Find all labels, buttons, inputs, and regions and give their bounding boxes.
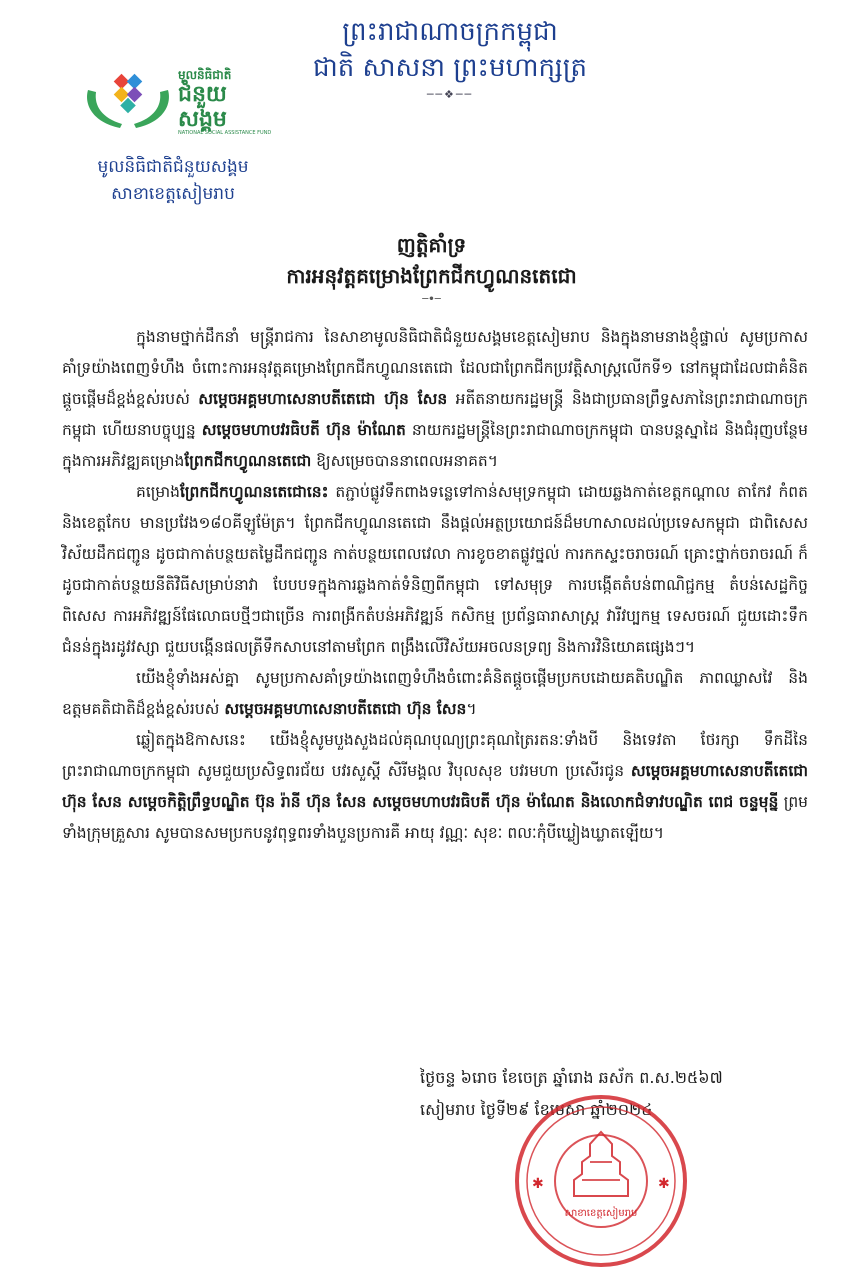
paragraph-4-text-a: ឆ្លៀតក្នុងឱកាសនេះ យើងខ្ញុំសូមបួងសួងដល់គុណបុណ្យព្រះគុណត្រៃរតនៈទាំងបី និងទេវតា ថែរក្សា ទឹកដីនៃព្រះរាជាណាចក្រកម្ពុជា សូមជួយប្រសិទ្ធពរជ័យ បវរសួស្តី សិរីមង្គល វិបុលសុខ បវរមហា ប្រសើរជូន	[62, 731, 808, 780]
official-seal-icon	[512, 1092, 690, 1270]
paragraph-1-text-c: អតីតនាយករដ្ឋមន្ត្រី និងជាប្រធានព្រឹទ្ធសភានៃព្រះរាជាណាចក្រកម្ពុជា ហើយនាបច្ចុប្បន្ន	[62, 390, 808, 439]
document-title: ញត្តិគាំទ្រ	[396, 233, 467, 257]
document-heading	[200, 230, 663, 305]
hands-emblem-icon	[82, 70, 174, 132]
paragraph-1	[62, 322, 808, 477]
paragraph-2-bold-project: ព្រែកជីកហ្វូណនតេជោនេះ	[179, 483, 329, 501]
paragraph-2-text-c: តភ្ជាប់ផ្លូវទឹកពាងទន្លេទៅកាន់សមុទ្រកម្ពុជា ដោយឆ្លងកាត់ខេត្តកណ្តាល តាកែវ កំពត និងខេត្តកែប មានប្រវែង១៨០គីឡូម៉ែត្រ។ ព្រែកជីកហ្វូណនតេជោ នឹងផ្តល់អត្ថប្រយោជន៍ដ៏មហាសាលដល់ប្រទេសកម្ពុជា ជាពិសេសវិស័យដឹកជញ្ជូន ដូចជាកាត់បន្ថយតម្លៃដឹកជញ្ជូន កាត់បន្ថយពេលវេលា ការខូចខាតផ្លូវថ្នល់ ការកកស្ទះចរាចរណ៍ គ្រោះថ្នាក់ចរាចរណ៍ ក៏ដូចជាកាត់បន្ថយនីតិវិធីសម្រាប់នាវា បែបបទក្នុងការឆ្លងកាត់ទំនិញពីកម្ពុជា ទៅសមុទ្រ ការបង្កើតតំបន់ពាណិជ្ជកម្ម តំបន់សេដ្ឋកិច្ចពិសេស ការអភិវឌ្ឍន៍ផែលោធបថ្មីៗជាច្រើន ការពង្រីកតំបន់អភិវឌ្ឍន៍ កសិកម្ម ប្រព័ន្ធធារាសាស្ត្រ វារីវប្បកម្ម ទេសចរណ៍ ជួយដោះទឹកជំនន់ក្នុងរដូវវស្សា ជួយបង្កើនផលត្រីទឹកសាបនៅតាមព្រែក ពង្រឹងលើវិស័យអចលនទ្រព្យ និងការវិនិយោគផ្សេងៗ។	[62, 483, 808, 656]
paragraph-2	[62, 477, 808, 663]
paragraph-1-bold-project: ព្រែកជីកហ្វូណនតេជោ	[184, 452, 312, 470]
nsaf-logo	[82, 68, 272, 138]
svg-text:✱: ✱	[658, 1176, 670, 1192]
national-motto	[270, 14, 630, 101]
paragraph-2-text-a: គម្រោង	[136, 483, 180, 501]
paragraph-3-text-a: យើងខ្ញុំទាំងអស់គ្នា សូមប្រកាសគាំទ្រយ៉ាងពេញទំហឹងចំពោះគំនិតផ្តួចផ្តើមប្រកបដោយគតិបណ្ឌិត ភាពឈ្លាសវៃ និងឧត្តមគតិជាតិដ៏ខ្ពង់ខ្ពស់របស់	[62, 669, 808, 718]
issuing-organization	[58, 154, 288, 208]
logo-wordmark	[178, 68, 264, 132]
logo-name-line1: មូលនិធិជាតិ	[178, 68, 232, 82]
paragraph-3	[62, 663, 808, 725]
ornament-divider-icon: ──❖──	[426, 88, 474, 101]
organization-branch: សាខាខេត្តសៀមរាប	[111, 184, 235, 204]
paragraph-1-bold-name-b: សម្តេចមហាបវរធិបតី ហ៊ុន ម៉ាណែត	[201, 421, 406, 439]
logo-name-line3: សង្គម	[178, 107, 227, 132]
ornament-divider-icon: ─•─	[422, 294, 441, 305]
svg-text:✱: ✱	[532, 1176, 544, 1192]
paragraph-1-bold-name-a: សម្តេចអគ្គមហាសេនាបតីតេជោ ហ៊ុន សែន	[198, 390, 448, 408]
paragraph-1-text-e: នាយករដ្ឋមន្ត្រីនៃព្រះរាជាណាចក្រកម្ពុជា បានបន្តស្នាដៃ និងជំរុញបន្ថែមក្នុងការអភិវឌ្ឍគម្រោង	[62, 421, 808, 470]
place-and-date: សៀមរាប ថ្ងៃទី២៩ ខែមេសា ឆ្នាំ២០២៤	[420, 1100, 653, 1119]
organization-name: មូលនិធិជាតិជំនួយសង្គម	[97, 157, 249, 177]
paragraph-3-text-c: ។	[466, 700, 477, 718]
logo-name-line2: ជំនួយ	[178, 82, 227, 107]
lunar-date: ថ្ងៃចន្ទ ៦រោច ខែចេត្រ ឆ្នាំរោង ឆស័ក ព.ស.២៥៦៧	[420, 1068, 723, 1087]
paragraph-3-bold-name: សម្តេចអគ្គមហាសេនាបតីតេជោ ហ៊ុន សែន	[224, 700, 467, 718]
motto-nation-religion-king: ជាតិ សាសនា ព្រះមហាក្សត្រ	[313, 53, 587, 83]
document-subject: ការអនុវត្តគម្រោងព្រែកជីកហ្វូណនតេជោ	[286, 264, 577, 288]
logo-english-name: NATIONAL SOCIAL ASSISTANCE FUND	[178, 130, 272, 136]
paragraph-1-text-g: ឱ្យសម្រេចបាននាពេលអនាគត។	[311, 452, 498, 470]
paragraph-4-bold-names: សម្តេចអគ្គមហាសេនាបតីតេជោ ហ៊ុន សែន សម្តេចកិត្តិព្រឹទ្ធបណ្ឌិត ប៊ុន រ៉ានី ហ៊ុន សែន សម្តេចមហាបវរធិបតី ហ៊ុន ម៉ាណែត និងលោកជំទាវបណ្ឌិត ពេជ ចន្ទមុន្នី	[62, 762, 808, 811]
paragraph-4-text-c: ព្រមទាំងក្រុមគ្រួសារ សូមបានសមប្រកបនូវពុទ្ធពរទាំងបួនប្រការគឺ អាយុ វណ្ណៈ សុខៈ ពលៈកុំបីឃ្លៀងឃ្លាតឡើយ។	[62, 793, 808, 842]
motto-kingdom: ព្រះរាជាណាចក្រកម្ពុជា	[342, 17, 558, 47]
paragraph-1-text-a: ក្នុងនាមថ្នាក់ដឹកនាំ មន្ត្រីរាជការ នៃសាខាមូលនិធិជាតិជំនួយសង្គមខេត្តសៀមរាប និងក្នុងនាមនាងខ្ញុំផ្ទាល់ សូមប្រកាសគាំទ្រយ៉ាងពេញទំហឹង ចំពោះការអនុវត្តគម្រោងព្រែកជីកហ្វូណនតេជោ ដែលជាព្រែកជីកប្រវត្តិសាស្ត្រលើកទី១ នៅកម្ពុជាដែលជាគំនិតផ្តួចផ្តើមដ៏ខ្ពង់ខ្ពស់របស់	[62, 328, 808, 408]
seal-text: សាខាខេត្តសៀមរាប	[564, 1208, 638, 1219]
document-body	[62, 322, 808, 849]
paragraph-4	[62, 725, 808, 849]
